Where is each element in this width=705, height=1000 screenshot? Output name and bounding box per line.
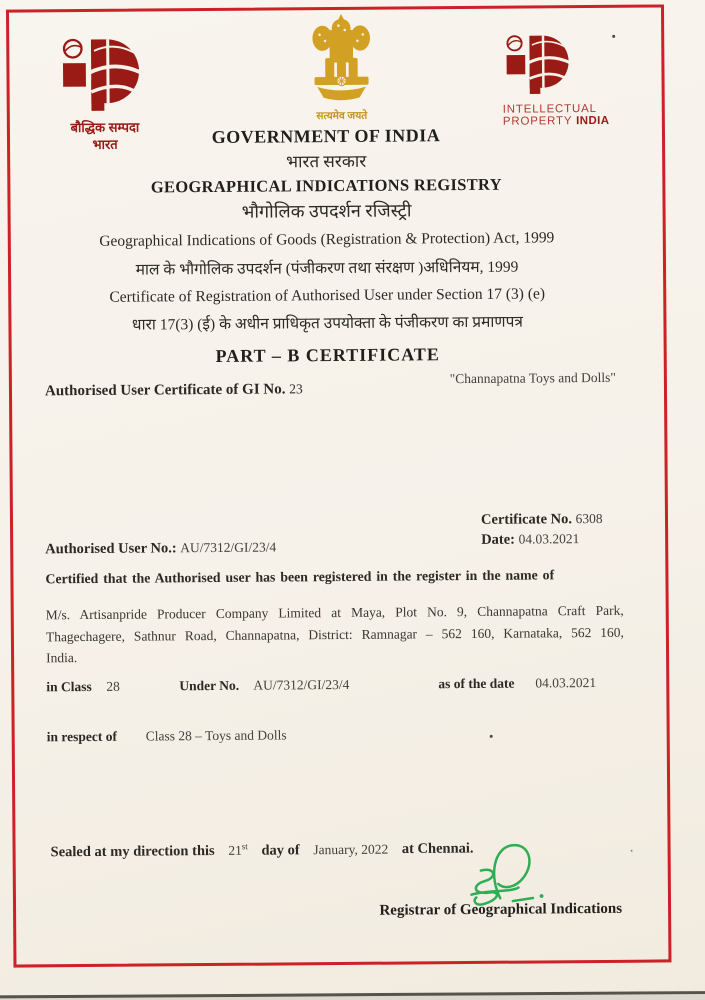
scan-speck <box>490 735 493 738</box>
ip-logo-icon <box>502 34 578 97</box>
title-government-of-india: GOVERNMENT OF INDIA <box>211 125 441 147</box>
certificate-title-hindi: धारा 17(3) (ई) के अधीन प्राधिकृत उपयोक्ता के पंजीकरण का प्रमाणपत्र <box>131 313 523 334</box>
in-class-label: in Class <box>46 678 92 695</box>
registrar-title: Registrar of Geographical Indications <box>379 900 623 919</box>
sealed-text-3: at Chennai. <box>401 840 474 858</box>
india-national-emblem <box>293 13 390 124</box>
as-of-date-label: as of the date <box>438 675 515 692</box>
certificate-number-line <box>481 509 603 530</box>
sealed-day-suffix: st <box>241 840 248 851</box>
date-label: Date: <box>481 531 516 548</box>
act-title-hindi: माल के भौगोलिक उपदर्शन (पंजीकरण तथा संरक्षण )अधिनियम, 1999 <box>135 258 519 279</box>
certificate-number-value: 6308 <box>575 510 603 527</box>
class-under-date-row <box>1 674 705 700</box>
under-no-value: AU/7312/GI/23/4 <box>253 676 350 693</box>
signature-icon <box>458 838 559 911</box>
ashoka-emblem-icon <box>295 13 388 104</box>
authorised-user-number-label: Authorised User No.: <box>45 540 177 558</box>
sealed-text-2: day of <box>261 841 300 859</box>
sealed-text-1: Sealed at my direction this <box>50 842 215 860</box>
title-government-of-india-hindi: भारत सरकार <box>286 151 367 172</box>
as-of-date-value: 04.03.2021 <box>535 674 597 691</box>
emblem-motto: सत्यमेव जयते <box>316 110 368 123</box>
scan-speck <box>612 35 615 38</box>
right-logo-caption-line1: INTELLECTUAL <box>502 102 597 116</box>
certified-statement: Certified that the Authorised user has been registered in the register in the name of <box>45 567 555 587</box>
title-gi-registry: GEOGRAPHICAL INDICATIONS REGISTRY <box>150 174 502 197</box>
right-logo-property: PROPERTY <box>502 115 573 128</box>
sealed-statement-line <box>51 839 474 861</box>
gi-number-value: 23 <box>289 381 303 397</box>
authorised-user-number-value: AU/7312/GI/23/4 <box>180 539 277 556</box>
in-respect-of-row <box>2 724 705 750</box>
in-respect-of-label: in respect of <box>46 728 118 745</box>
certificate-title-english: Certificate of Registration of Authorised User under Section 17 (3) (e) <box>109 285 546 306</box>
title-gi-registry-hindi: भौगोलिक उपदर्शन रजिस्ट्री <box>241 200 412 222</box>
date-value: 04.03.2021 <box>518 531 580 547</box>
certificate-number-block <box>481 509 603 550</box>
sealed-date: January, 2022 <box>313 841 389 857</box>
act-title-english: Geographical Indications of Goods (Registration & Protection) Act, 1999 <box>99 229 555 250</box>
right-logo-india: INDIA <box>576 114 610 128</box>
ipindia-logo-right <box>502 34 623 128</box>
in-respect-of-value: Class 28 – Toys and Dolls <box>145 727 287 744</box>
under-no-label: Under No. <box>179 677 240 694</box>
left-logo-caption-line2: भारत <box>92 136 118 152</box>
registered-holder-paragraph: M/s. Artisanpride Producer Company Limited at Maya, Plot No. 9, Channapatna Craft Park, Thagechagere, Sathnur Road, Channapatna, District: Ramnagar – 562 160, Karnataka, 562 160, India. <box>45 602 624 666</box>
sealed-day: 21st <box>228 840 248 858</box>
gi-name-quoted: "Channapatna Toys and Dolls" <box>449 369 616 387</box>
gi-number-label: Authorised User Certificate of GI No. <box>44 381 286 400</box>
certificate-number-label: Certificate No. <box>480 511 573 528</box>
in-class-value: 28 <box>106 678 120 694</box>
certificate-date-line <box>481 529 603 550</box>
left-logo-caption-line1: बौद्धिक सम्पदा <box>70 119 140 136</box>
gi-number-line <box>45 381 303 400</box>
scan-speck <box>631 850 633 852</box>
authorised-user-number-line <box>45 540 276 559</box>
ip-logo-icon <box>60 37 149 114</box>
part-b-certificate-title: PART – B CERTIFICATE <box>215 344 440 366</box>
